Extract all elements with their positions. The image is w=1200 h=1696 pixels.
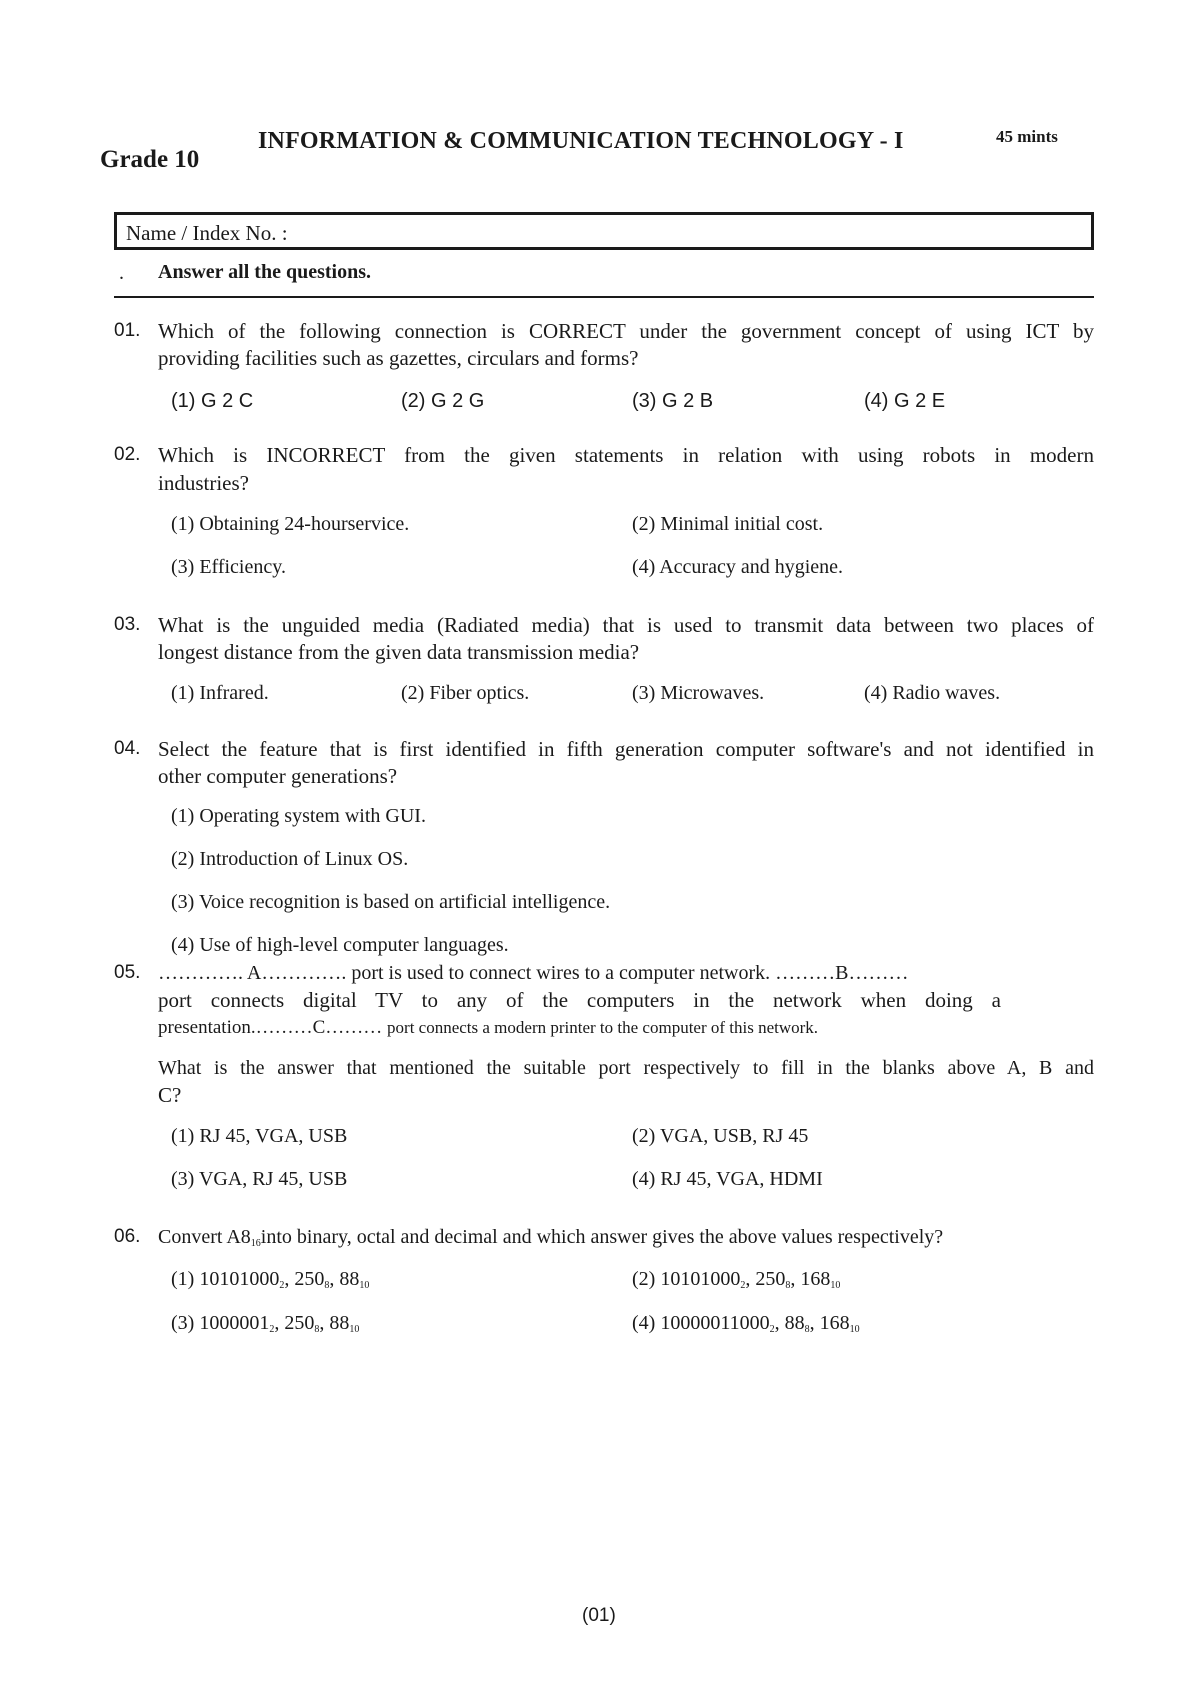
option[interactable]: (2) $10101000_2$, $250_8$, $168_{10}$ <box>632 1268 841 1291</box>
question-text-line: industries? <box>158 471 249 495</box>
name-index-box[interactable] <box>114 212 1094 250</box>
option[interactable]: (2) Fiber optics. <box>401 682 530 704</box>
option[interactable]: (1) $10101000_2$, $250_8$, $88_{10}$ <box>171 1268 370 1291</box>
option[interactable]: (3) VGA, RJ 45, USB <box>171 1168 348 1190</box>
page-number: (01) <box>582 1605 616 1626</box>
question-text-line: providing facilities such as gazettes, circulars and forms? <box>158 346 639 370</box>
question-number: 04. <box>114 738 141 759</box>
question-text-line: other computer generations? <box>158 764 398 788</box>
option[interactable]: (2) Introduction of Linux OS. <box>171 848 409 870</box>
question-text-line: …………. A…………. port is used to connect wires to a computer network. ………B……… <box>158 962 909 984</box>
option[interactable]: (4) RJ 45, VGA, HDMI <box>632 1168 823 1190</box>
option[interactable]: (4) Radio waves. <box>864 682 1001 704</box>
question-text-part: presentation.………C……… <box>158 1017 383 1038</box>
option[interactable]: (1) RJ 45, VGA, USB <box>171 1125 348 1147</box>
question-number: 02. <box>114 444 141 465</box>
question-text-line: longest distance from the given data transmission media? <box>158 640 640 664</box>
grade-label: Grade 10 <box>100 146 200 173</box>
option[interactable]: (1) Obtaining 24-hourservice. <box>171 513 410 535</box>
instruction-bullet: . <box>119 262 124 284</box>
option[interactable]: (4) Accuracy and hygiene. <box>632 556 844 578</box>
option[interactable]: (3) $1000001_2$, $250_8$, $88_{10}$ <box>171 1312 360 1335</box>
time-allowed: 45 mints <box>996 127 1058 146</box>
question-text-line: What is the unguided media (Radiated media) that is used to transmit data between two places of <box>158 613 1094 637</box>
option[interactable]: (1) Operating system with GUI. <box>171 805 426 827</box>
paper-title: INFORMATION & COMMUNICATION TECHNOLOGY - I <box>258 128 904 154</box>
question-text-line: Which is INCORRECT from the given statements in relation with using robots in modern <box>158 443 1094 467</box>
name-index-label: Name / Index No. : <box>126 221 288 245</box>
question-number: 05. <box>114 962 141 983</box>
option[interactable]: (4) G 2 E <box>864 390 946 412</box>
option[interactable]: (4) Use of high-level computer languages. <box>171 934 509 956</box>
question-text-line: Convert $A8_{16}into$ binary, octal and decimal and which answer gives the above values respectively? <box>158 1226 944 1249</box>
question-text-part: port connects a modern printer to the computer of this network. <box>387 1018 819 1037</box>
option[interactable]: (1) G 2 C <box>171 390 254 412</box>
option[interactable]: (3) Voice recognition is based on artificial intelligence. <box>171 891 611 913</box>
divider-rule <box>114 296 1094 298</box>
question-number: 06. <box>114 1226 141 1247</box>
option[interactable]: (3) Efficiency. <box>171 556 286 578</box>
question-subtext-line: What is the answer that mentioned the suitable port respectively to fill in the blanks above A, B and <box>158 1057 1094 1079</box>
question-text-line <box>158 1014 818 1041</box>
question-text-line: Select the feature that is first identified in fifth generation computer software's and not identified in <box>158 737 1094 761</box>
question-subtext-line: C? <box>158 1083 182 1107</box>
instruction-text: Answer all the questions. <box>158 261 371 283</box>
option[interactable]: (2) Minimal initial cost. <box>632 513 824 535</box>
question-number: 01. <box>114 320 141 341</box>
option[interactable]: (2) VGA, USB, RJ 45 <box>632 1125 809 1147</box>
option[interactable]: (3) Microwaves. <box>632 682 765 704</box>
question-text-line: Which of the following connection is CORRECT under the government concept of using ICT by <box>158 319 1094 343</box>
option[interactable]: (3) G 2 B <box>632 390 714 412</box>
option[interactable]: (2) G 2 G <box>401 390 485 412</box>
option[interactable]: (1) Infrared. <box>171 682 269 704</box>
question-text-line: port connects digital TV to any of the computers in the network when doing a <box>158 988 1001 1012</box>
question-number: 03. <box>114 614 141 635</box>
option[interactable]: (4) $10000011000_2$, $88_8$, $168_{10}$ <box>632 1312 860 1335</box>
